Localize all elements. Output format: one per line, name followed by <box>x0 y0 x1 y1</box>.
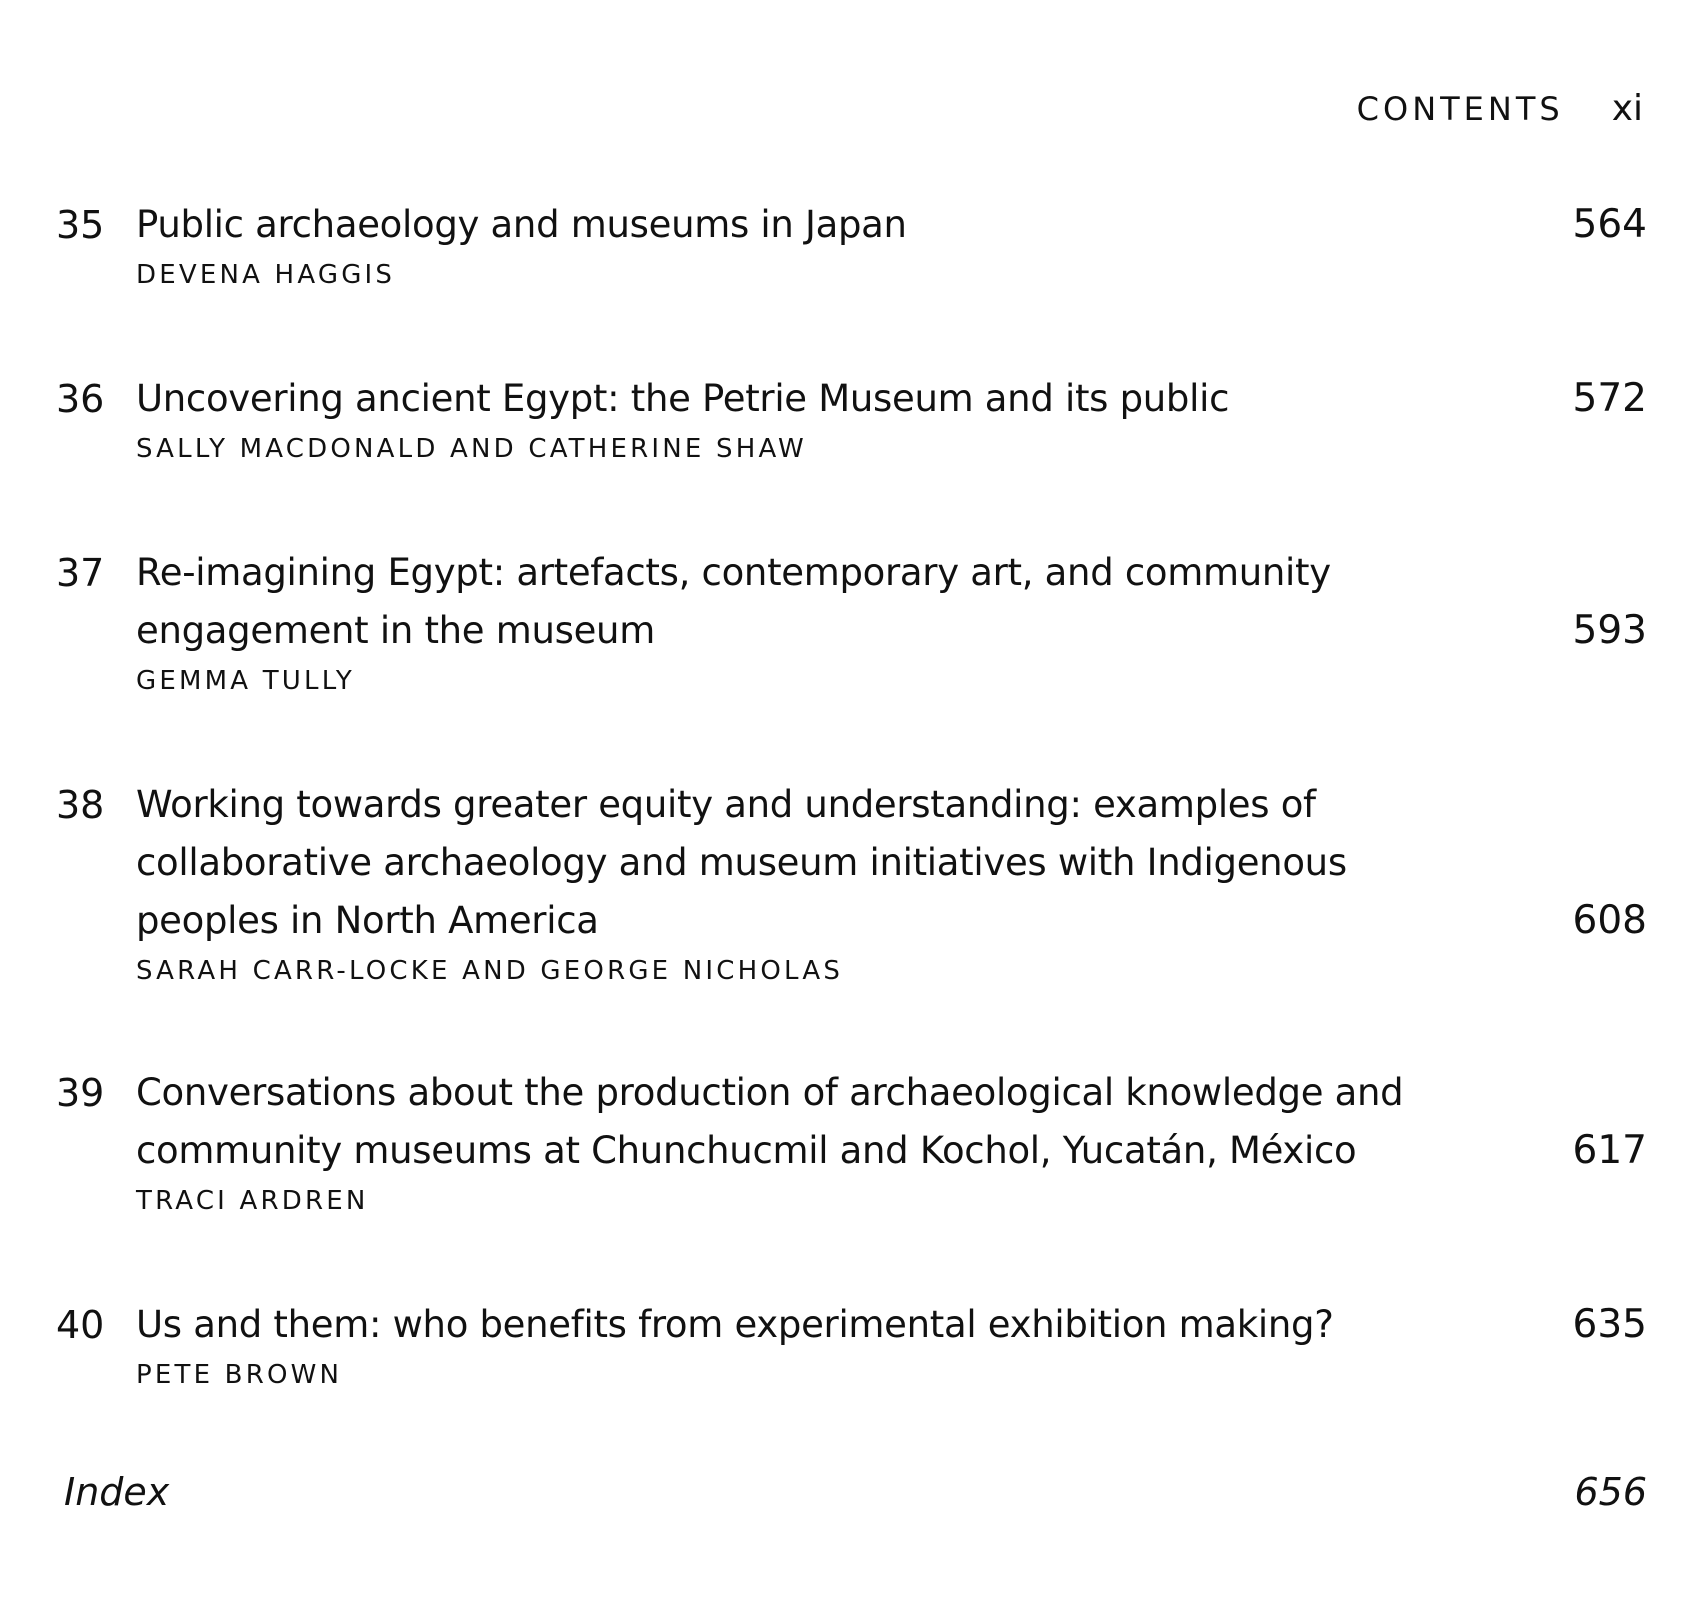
toc-entry-row <box>56 776 1647 950</box>
chapter-number: 38 <box>56 783 105 827</box>
chapter-title-line: collaborative archaeology and museum initiatives with Indigenous <box>136 841 1347 884</box>
toc-entry-row <box>56 1064 1647 1180</box>
chapter-number: 35 <box>56 203 105 247</box>
index-label: Index <box>64 1470 170 1514</box>
toc-entry-36[interactable] <box>56 370 1647 464</box>
chapter-page-number: 617 <box>1572 1128 1647 1173</box>
chapter-title-line: community museums at Chunchucmil and Kochol, Yucatán, México <box>136 1129 1357 1172</box>
toc-entry-39[interactable] <box>56 1064 1647 1216</box>
chapter-number: 39 <box>56 1071 105 1115</box>
chapter-authors: GEMMA TULLY <box>136 666 356 696</box>
chapter-authors: PETE BROWN <box>136 1360 343 1390</box>
chapter-title <box>136 196 1557 254</box>
running-head-label: CONTENTS <box>1356 90 1564 128</box>
chapter-title-line: Conversations about the production of archaeological knowledge and <box>136 1071 1404 1114</box>
chapter-page-number: 635 <box>1572 1302 1647 1347</box>
chapter-title <box>136 370 1557 428</box>
chapter-page-number: 564 <box>1572 202 1647 247</box>
toc-entry-row <box>56 544 1647 660</box>
toc-entry-row <box>56 196 1647 254</box>
chapter-authors: TRACI ARDREN <box>136 1186 369 1216</box>
chapter-title-line: Re-imagining Egypt: artefacts, contemporary art, and community <box>136 551 1331 594</box>
toc-entry-row <box>56 370 1647 428</box>
toc-entry-row <box>56 1296 1647 1354</box>
chapter-title-line: Uncovering ancient Egypt: the Petrie Museum and its public <box>136 377 1230 420</box>
chapter-title-line: Public archaeology and museums in Japan <box>136 203 907 246</box>
running-head-page-number: xi <box>1611 88 1643 129</box>
chapter-title <box>136 776 1557 950</box>
chapter-number: 40 <box>56 1303 105 1347</box>
chapter-page-number: 593 <box>1572 608 1647 653</box>
toc-entry-38[interactable] <box>56 776 1647 986</box>
toc-index-entry[interactable] <box>64 1470 1647 1514</box>
chapter-number: 37 <box>56 551 105 595</box>
toc-entry-37[interactable] <box>56 544 1647 696</box>
chapter-authors: DEVENA HAGGIS <box>136 260 396 290</box>
chapter-authors: SARAH CARR-LOCKE AND GEORGE NICHOLAS <box>136 956 844 986</box>
chapter-authors: SALLY MACDONALD AND CATHERINE SHAW <box>136 434 807 464</box>
chapter-title-line: Us and them: who benefits from experimental exhibition making? <box>136 1303 1334 1346</box>
index-page-number: 656 <box>1574 1470 1647 1514</box>
chapter-title <box>136 1296 1557 1354</box>
chapter-title-line: engagement in the museum <box>136 609 655 652</box>
chapter-number: 36 <box>56 377 105 421</box>
chapter-page-number: 608 <box>1572 898 1647 943</box>
chapter-title <box>136 1064 1557 1180</box>
toc-entry-35[interactable] <box>56 196 1647 290</box>
chapter-title-line: Working towards greater equity and understanding: examples of <box>136 783 1316 826</box>
toc-entry-40[interactable] <box>56 1296 1647 1390</box>
chapter-title-line: peoples in North America <box>136 899 599 942</box>
running-head <box>1357 88 1643 129</box>
chapter-title <box>136 544 1557 660</box>
chapter-page-number: 572 <box>1572 376 1647 421</box>
